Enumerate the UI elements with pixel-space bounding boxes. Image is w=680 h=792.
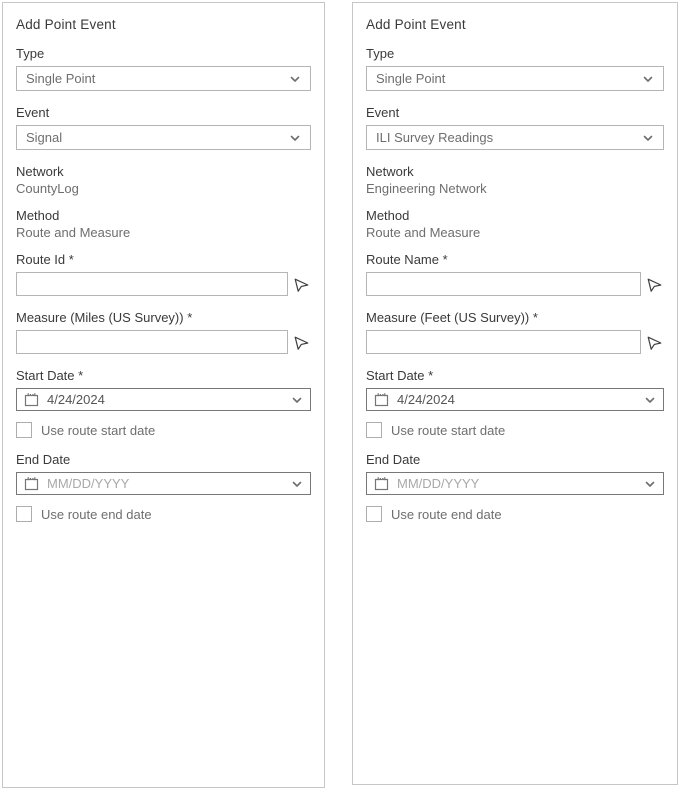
end-date-picker[interactable]: [366, 472, 664, 495]
chevron-down-icon: [644, 394, 656, 406]
route-name-input[interactable]: [366, 272, 641, 296]
measure-input[interactable]: [366, 330, 641, 354]
start-date-picker[interactable]: [16, 388, 311, 411]
route-id-label: Route Id *: [16, 252, 74, 267]
use-route-start-date-label: Use route start date: [391, 422, 506, 438]
chevron-down-icon: [644, 478, 656, 490]
calendar-icon: [24, 476, 39, 491]
event-label: Event: [366, 105, 400, 120]
use-route-end-date-row: [366, 506, 664, 522]
event-select-value: ILI Survey Readings: [376, 130, 494, 145]
end-date-label: End Date: [16, 452, 71, 467]
chevron-down-icon: [289, 132, 301, 144]
calendar-icon: [24, 392, 39, 407]
chevron-down-icon: [291, 394, 303, 406]
use-route-end-date-checkbox[interactable]: [366, 506, 382, 522]
pick-route-from-map-button[interactable]: [644, 274, 664, 294]
calendar-icon: [374, 476, 389, 491]
use-route-start-date-row: [366, 422, 664, 438]
add-point-event-pane: [2, 2, 325, 788]
end-date-placeholder: MM/DD/YYYY: [47, 476, 130, 491]
method-value: Route and Measure: [366, 225, 481, 240]
end-date-label: End Date: [366, 452, 421, 467]
route-id-input[interactable]: [16, 272, 288, 296]
pane-title: Add Point Event: [16, 17, 116, 32]
pick-measure-from-map-button[interactable]: [291, 332, 311, 352]
network-label: Network: [366, 164, 414, 179]
pick-measure-from-map-button[interactable]: [644, 332, 664, 352]
type-select[interactable]: [366, 66, 664, 91]
event-select[interactable]: [16, 125, 311, 150]
route-name-label: Route Name *: [366, 252, 448, 267]
add-point-event-pane: [352, 2, 678, 785]
network-value: CountyLog: [16, 181, 79, 196]
type-select-value: Single Point: [26, 71, 96, 86]
use-route-start-date-label: Use route start date: [41, 422, 156, 438]
type-label: Type: [366, 46, 395, 61]
use-route-end-date-row: [16, 506, 311, 522]
pane-title: Add Point Event: [366, 17, 466, 32]
chevron-down-icon: [642, 132, 654, 144]
event-select-value: Signal: [26, 130, 63, 145]
start-date-value: 4/24/2024: [397, 392, 455, 407]
use-route-start-date-checkbox[interactable]: [366, 422, 382, 438]
chevron-down-icon: [642, 73, 654, 85]
type-select-value: Single Point: [376, 71, 446, 86]
start-date-label: Start Date *: [366, 368, 434, 383]
chevron-down-icon: [289, 73, 301, 85]
start-date-value: 4/24/2024: [47, 392, 105, 407]
start-date-label: Start Date *: [16, 368, 84, 383]
method-value: Route and Measure: [16, 225, 131, 240]
map-pointer-icon: [646, 334, 663, 351]
map-pointer-icon: [646, 276, 663, 293]
calendar-icon: [374, 392, 389, 407]
start-date-picker[interactable]: [366, 388, 664, 411]
event-label: Event: [16, 105, 50, 120]
use-route-end-date-label: Use route end date: [391, 506, 502, 522]
event-select[interactable]: [366, 125, 664, 150]
use-route-end-date-label: Use route end date: [41, 506, 152, 522]
chevron-down-icon: [291, 478, 303, 490]
use-route-end-date-checkbox[interactable]: [16, 506, 32, 522]
use-route-start-date-row: [16, 422, 311, 438]
end-date-picker[interactable]: [16, 472, 311, 495]
network-label: Network: [16, 164, 64, 179]
end-date-placeholder: MM/DD/YYYY: [397, 476, 480, 491]
map-pointer-icon: [293, 334, 310, 351]
network-value: Engineering Network: [366, 181, 487, 196]
method-label: Method: [366, 208, 410, 223]
measure-label: Measure (Miles (US Survey)) *: [16, 310, 193, 325]
measure-label: Measure (Feet (US Survey)) *: [366, 310, 538, 325]
measure-input[interactable]: [16, 330, 288, 354]
map-pointer-icon: [293, 276, 310, 293]
type-label: Type: [16, 46, 45, 61]
method-label: Method: [16, 208, 60, 223]
use-route-start-date-checkbox[interactable]: [16, 422, 32, 438]
type-select[interactable]: [16, 66, 311, 91]
pick-route-from-map-button[interactable]: [291, 274, 311, 294]
